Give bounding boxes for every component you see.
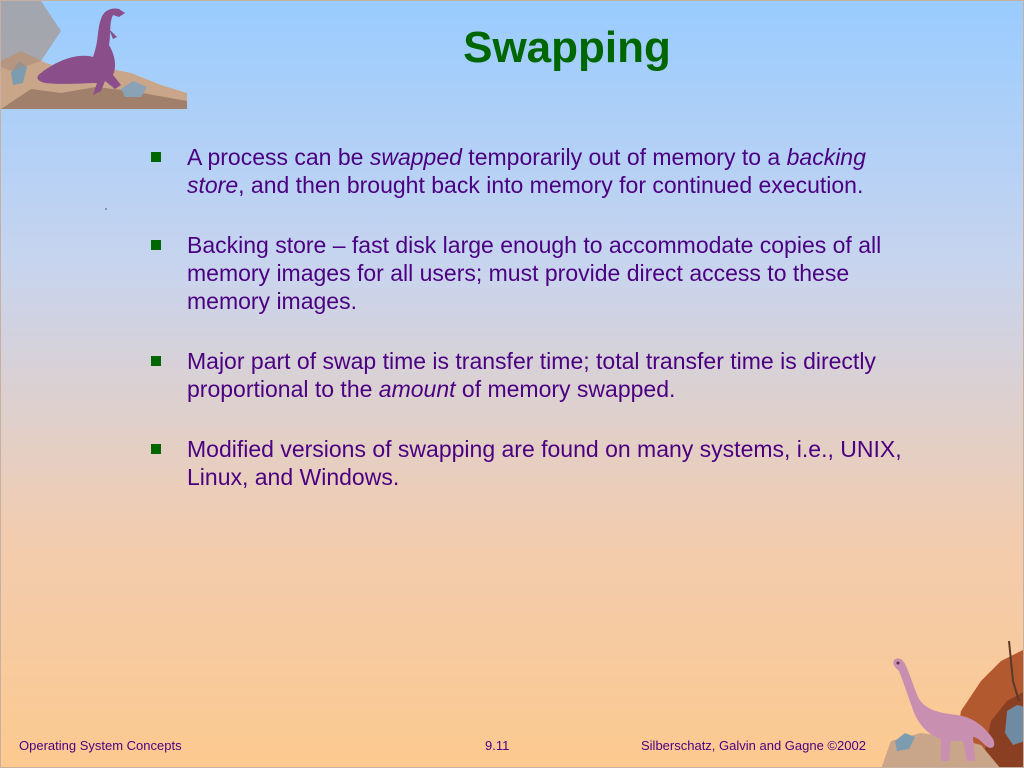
square-bullet-icon	[151, 152, 161, 162]
footer-slide-number: 9.11	[485, 738, 510, 753]
bullet-item	[149, 231, 909, 315]
bullet-item	[149, 347, 909, 403]
footer-copyright: Silberschatz, Galvin and Gagne ©2002	[641, 738, 866, 753]
bullet-text-segment: temporarily out of memory to a	[461, 144, 787, 170]
bullet-text-segment: swapped	[369, 144, 462, 170]
stray-dot	[105, 208, 107, 210]
square-bullet-icon	[151, 356, 161, 366]
dinosaur-sauropod-illustration	[881, 641, 1024, 768]
bullet-text-segment: Modified versions of swapping are found on many systems, i.e., UNIX, Linux, and Windows.	[187, 436, 902, 490]
slide-title: Swapping	[463, 23, 671, 72]
bullet-text-segment: , and then brought back into memory for continued execution.	[238, 172, 864, 198]
bullet-text-segment: of memory swapped.	[455, 376, 676, 402]
bullet-item	[149, 143, 909, 199]
bullet-text-segment: A process can be	[187, 144, 370, 170]
bullet-text-segment: amount	[378, 376, 456, 402]
bullet-text-segment: Major part of swap time is transfer time; total transfer time is directly proportional to the	[187, 348, 876, 402]
bullet-text-segment: Backing store – fast disk large enough to accommodate copies of all memory images for all users; must provide direct access to these memory images.	[187, 232, 882, 314]
footer-course-name: Operating System Concepts	[19, 738, 182, 753]
bullet-text-segment: backing store	[187, 144, 866, 198]
square-bullet-icon	[151, 240, 161, 250]
square-bullet-icon	[151, 444, 161, 454]
bullet-item	[149, 435, 909, 491]
bullet-list	[149, 143, 909, 523]
